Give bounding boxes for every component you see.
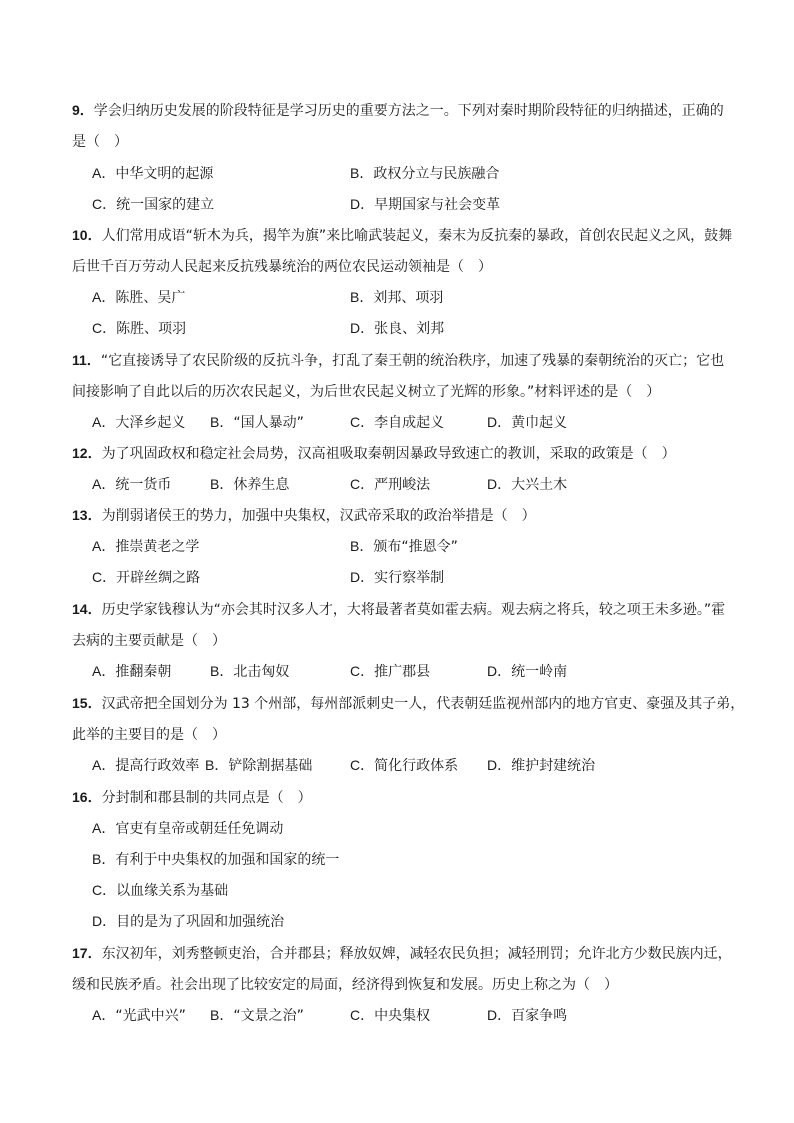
question-9 (72, 95, 724, 158)
question-10 (72, 220, 733, 283)
question-text: “它直接诱导了农民阶级的反抗斗争，打乱了秦王朝的统治秩序，加速了残暴的秦朝统治的灭亡；它也 (100, 353, 725, 369)
option-d: D．早期国家与社会变革 (350, 196, 501, 213)
option-c: C．以血缘关系为基础 (92, 882, 229, 899)
option-a: A．统一货币 (92, 476, 172, 493)
option-a: A．提高行政效率 (92, 757, 200, 774)
option-b: B．北击匈奴 (210, 663, 290, 680)
option-b: B．有利于中央集权的加强和国家的统一 (92, 851, 340, 868)
question-text: 人们常用成语“斩木为兵，揭竿为旗”来比喻武装起义，秦末为反抗秦的暴政，首创农民起义之风，鼓舞 (101, 228, 733, 244)
question-number: 13． (72, 507, 102, 523)
option-b: B．“国人暴动” (210, 414, 304, 431)
question-number: 17． (72, 945, 102, 961)
option-d: D．实行察举制 (350, 569, 445, 586)
option-d: D．大兴土木 (487, 476, 568, 493)
question-number: 15． (72, 695, 102, 711)
option-d: D．黄巾起义 (487, 414, 568, 431)
option-b: B．政权分立与民族融合 (350, 165, 500, 182)
question-text: 分封制和郡县制的共同点是（ ） (101, 790, 312, 806)
option-a: A．推崇黄老之学 (92, 538, 200, 555)
option-d: D．维护封建统治 (487, 757, 596, 774)
option-c: C．严刑峻法 (350, 476, 431, 493)
option-b: B．“文景之治” (210, 1007, 304, 1024)
question-text: 去病的主要贡献是（ ） (72, 633, 226, 649)
option-a: A．中华文明的起源 (92, 165, 214, 182)
question-15 (72, 688, 745, 751)
option-b: B．颁布“推恩令” (350, 538, 458, 555)
question-text: 缓和民族矛盾。社会出现了比较安定的局面，经济得到恢复和发展。历史上称之为（ ） (72, 977, 618, 993)
question-number: 10． (72, 227, 102, 243)
option-c: C．中央集权 (350, 1007, 431, 1024)
question-14 (72, 594, 724, 657)
option-d: D．目的是为了巩固和加强统治 (92, 913, 285, 930)
option-c: C．李自成起义 (350, 414, 445, 431)
option-c: C．陈胜、项羽 (92, 320, 187, 337)
question-text: 为削弱诸侯王的势力，加强中央集权，汉武帝采取的政治举措是（ ） (101, 508, 536, 524)
question-number: 16． (72, 789, 102, 805)
question-text: 此举的主要目的是（ ） (72, 727, 226, 743)
question-12 (72, 438, 724, 470)
question-number: 11． (72, 352, 101, 368)
question-text: 历史学家钱穆认为“亦会其时汉多人才，大将最著者莫如霍去病。观去病之将兵，较之项王未多逊。”霍 (101, 602, 726, 618)
option-c: C．简化行政体系 (350, 757, 459, 774)
option-b: B．铲除割据基础 (205, 757, 313, 774)
question-number: 9． (72, 102, 94, 118)
question-text: 汉武帝把全国划分为 13 个州部，每州部派刺史一人，代表朝廷监视州部内的地方官吏、豪强及其子弟， (101, 696, 745, 712)
option-d: D．张良、刘邦 (350, 320, 445, 337)
question-text: 后世千百万劳动人民起来反抗残暴统治的两位农民运动领袖是（ ） (72, 259, 492, 275)
question-17 (72, 938, 732, 1001)
option-a: A．官吏有皇帝或朝廷任免调动 (92, 820, 284, 837)
question-16 (72, 782, 724, 814)
question-13 (72, 500, 724, 532)
option-d: D．统一岭南 (487, 663, 568, 680)
option-a: A．陈胜、吴广 (92, 289, 186, 306)
option-a: A．推翻秦朝 (92, 663, 172, 680)
question-text: 间接影响了自此以后的历次农民起义，为后世农民起义树立了光辉的形象。”材料评述的是（ ） (72, 384, 661, 400)
option-b: B．刘邦、项羽 (350, 289, 444, 306)
question-text: 为了巩固政权和稳定社会局势，汉高祖吸取秦朝因暴政导致速亡的教训，采取的政策是（ ） (101, 446, 676, 462)
question-number: 12． (72, 445, 102, 461)
option-c: C．推广郡县 (350, 663, 431, 680)
option-b: B．休养生息 (210, 476, 290, 493)
option-a: A．大泽乡起义 (92, 414, 186, 431)
option-d: D．百家争鸣 (487, 1007, 568, 1024)
question-11 (72, 345, 724, 408)
question-text: 东汉初年，刘秀整顿吏治，合并郡县；释放奴婢，减轻农民负担；减轻刑罚；允许北方少数民族内迁， (101, 946, 732, 962)
question-text: 学会归纳历史发展的阶段特征是学习历史的重要方法之一。下列对秦时期阶段特征的归纳描述，正确的 (93, 103, 724, 119)
option-a: A．“光武中兴” (92, 1007, 186, 1024)
option-c: C．开辟丝绸之路 (92, 569, 201, 586)
option-c: C．统一国家的建立 (92, 196, 215, 213)
question-text: 是（ ） (72, 134, 128, 150)
question-number: 14． (72, 601, 102, 617)
